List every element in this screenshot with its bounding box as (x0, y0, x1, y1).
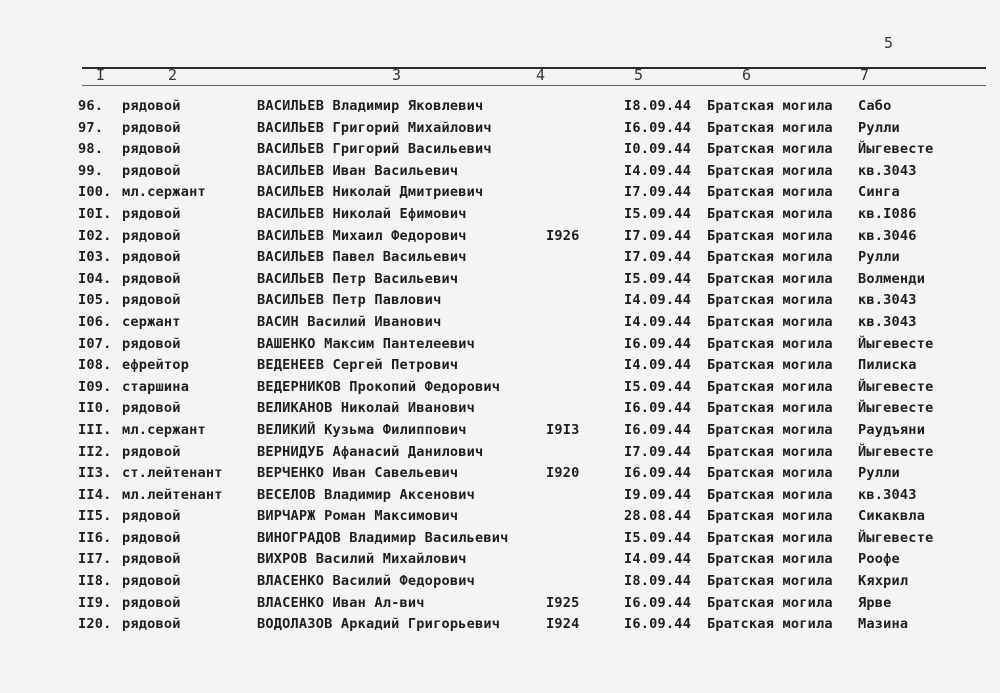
table-row (0, 571, 1000, 593)
record-place: Ярве (858, 594, 892, 611)
table-row (0, 96, 1000, 118)
record-name: ВЕДЕНЕЕВ Сергей Петрович (257, 357, 459, 374)
record-date: I5.09.44 (624, 378, 692, 395)
record-burial: Братская могила (707, 292, 833, 309)
record-date: I8.09.44 (624, 98, 692, 114)
record-number: II6. (78, 529, 112, 546)
record-number: I0I. (78, 205, 112, 222)
record-number: 96. (78, 98, 104, 114)
record-rank: ст.лейтенант (122, 465, 223, 482)
record-number: II3. (78, 465, 112, 482)
record-burial: Братская могила (707, 400, 833, 417)
table-row (0, 182, 1000, 204)
page-number: 5 (884, 34, 894, 52)
record-place: Йыгевесте (858, 529, 934, 546)
record-place: кв.3043 (858, 486, 917, 503)
record-date: I6.09.44 (624, 465, 692, 482)
record-date: I7.09.44 (624, 227, 692, 244)
record-place: Йыгевесте (858, 443, 934, 460)
record-name: ВАСИЛЬЕВ Михаил Федорович (257, 227, 467, 244)
record-number: II5. (78, 508, 112, 525)
record-rank: рядовой (122, 292, 181, 309)
record-rank: ефрейтор (122, 357, 190, 374)
record-rank: рядовой (122, 335, 181, 352)
record-number: II4. (78, 486, 112, 503)
record-burial: Братская могила (707, 465, 833, 482)
record-burial: Братская могила (707, 357, 833, 374)
record-place: кв.3043 (858, 162, 917, 179)
table-row (0, 420, 1000, 442)
table-row (0, 334, 1000, 356)
record-burial: Братская могила (707, 184, 833, 201)
table-row (0, 549, 1000, 571)
record-place: Синга (858, 184, 900, 201)
record-number: I06. (78, 313, 112, 330)
record-name: ВЛАСЕНКО Василий Федорович (257, 573, 475, 590)
record-name: ВЕРЧЕНКО Иван Савельевич (257, 465, 459, 482)
record-date: I7.09.44 (624, 184, 692, 201)
record-name: ВИРЧАРЖ Роман Максимович (257, 508, 459, 525)
record-name: ВАСИЛЬЕВ Петр Васильевич (257, 270, 459, 287)
column-header-6: 6 (742, 66, 752, 84)
record-date: I9.09.44 (624, 486, 692, 503)
record-date: I5.09.44 (624, 205, 692, 222)
record-date: I4.09.44 (624, 313, 692, 330)
record-place: Рулли (858, 465, 900, 482)
table-row (0, 204, 1000, 226)
record-place: Йыгевесте (858, 400, 934, 417)
record-date: I6.09.44 (624, 594, 692, 611)
record-birth-year: I920 (546, 465, 580, 482)
record-name: ВАСИН Василий Иванович (257, 313, 442, 330)
record-number: 99. (78, 162, 104, 179)
record-rank: рядовой (122, 551, 181, 568)
record-birth-year: I926 (546, 227, 580, 244)
record-rank: рядовой (122, 141, 181, 158)
record-rank: рядовой (122, 270, 181, 287)
record-number: I00. (78, 184, 112, 201)
record-number: II8. (78, 573, 112, 590)
record-name: ВОДОЛАЗОВ Аркадий Григорьевич (257, 616, 501, 633)
record-burial: Братская могила (707, 421, 833, 438)
record-date: I7.09.44 (624, 443, 692, 460)
record-number: 97. (78, 119, 104, 136)
record-name: ВЕДЕРНИКОВ Прокопий Федорович (257, 378, 501, 395)
table-row (0, 290, 1000, 312)
record-place: Пилиска (858, 357, 917, 374)
record-rank: мл.сержант (122, 421, 206, 438)
record-number: II9. (78, 594, 112, 611)
record-place: Йыгевесте (858, 378, 934, 395)
table-row (0, 485, 1000, 507)
record-rank: мл.лейтенант (122, 486, 223, 503)
record-rank: мл.сержант (122, 184, 206, 201)
table-row (0, 398, 1000, 420)
header-bottom-rule (82, 85, 986, 86)
record-burial: Братская могила (707, 313, 833, 330)
record-rank: рядовой (122, 98, 181, 114)
record-burial: Братская могила (707, 119, 833, 136)
record-name: ВЕЛИКАНОВ Николай Иванович (257, 400, 475, 417)
record-rank: рядовой (122, 529, 181, 546)
record-number: I04. (78, 270, 112, 287)
record-number: II7. (78, 551, 112, 568)
record-burial: Братская могила (707, 141, 833, 158)
column-header-5: 5 (634, 66, 644, 84)
record-rank: рядовой (122, 594, 181, 611)
record-place: Раудъяни (858, 421, 926, 438)
record-name: ВИХРОВ Василий Михайлович (257, 551, 467, 568)
column-header-7: 7 (860, 66, 870, 84)
record-rank: рядовой (122, 508, 181, 525)
record-rank: рядовой (122, 119, 181, 136)
record-number: I07. (78, 335, 112, 352)
record-name: ВАСИЛЬЕВ Николай Дмитриевич (257, 184, 484, 201)
record-burial: Братская могила (707, 205, 833, 222)
record-place: Роофе (858, 551, 900, 568)
record-birth-year: I924 (546, 616, 580, 633)
column-header-1: I (96, 66, 106, 84)
table-row (0, 247, 1000, 269)
table-row (0, 442, 1000, 464)
record-burial: Братская могила (707, 249, 833, 266)
record-date: I4.09.44 (624, 357, 692, 374)
record-name: ВЛАСЕНКО Иван Ал-вич (257, 594, 425, 611)
record-place: Йыгевесте (858, 141, 934, 158)
record-name: ВЕРНИДУБ Афанасий Данилович (257, 443, 484, 460)
record-date: I4.09.44 (624, 292, 692, 309)
record-date: I5.09.44 (624, 529, 692, 546)
record-burial: Братская могила (707, 270, 833, 287)
record-rank: старшина (122, 378, 190, 395)
record-date: I6.09.44 (624, 119, 692, 136)
record-place: Волменди (858, 270, 926, 287)
record-date: I8.09.44 (624, 573, 692, 590)
record-place: Рулли (858, 119, 900, 136)
column-header-3: 3 (392, 66, 402, 84)
record-date: I0.09.44 (624, 141, 692, 158)
record-name: ВЕЛИКИЙ Кузьма Филиппович (257, 421, 467, 438)
record-birth-year: I9I3 (546, 421, 580, 438)
record-place: кв.3043 (858, 292, 917, 309)
record-rank: рядовой (122, 443, 181, 460)
record-burial: Братская могила (707, 508, 833, 525)
record-burial: Братская могила (707, 378, 833, 395)
record-number: I03. (78, 249, 112, 266)
record-date: I5.09.44 (624, 270, 692, 287)
record-date: I7.09.44 (624, 249, 692, 266)
record-name: ВАСИЛЬЕВ Григорий Васильевич (257, 141, 492, 158)
table-row (0, 614, 1000, 636)
record-name: ВАСИЛЬЕВ Иван Васильевич (257, 162, 459, 179)
record-number: I05. (78, 292, 112, 309)
table-row (0, 377, 1000, 399)
record-rank: рядовой (122, 573, 181, 590)
record-rank: рядовой (122, 249, 181, 266)
record-birth-year: I925 (546, 594, 580, 611)
record-date: I6.09.44 (624, 400, 692, 417)
record-name: ВЕСЕЛОВ Владимир Аксенович (257, 486, 475, 503)
record-burial: Братская могила (707, 573, 833, 590)
column-header-2: 2 (168, 66, 178, 84)
record-rank: рядовой (122, 400, 181, 417)
record-burial: Братская могила (707, 616, 833, 633)
record-rank: рядовой (122, 162, 181, 179)
record-rank: сержант (122, 313, 181, 330)
record-date: I6.09.44 (624, 335, 692, 352)
record-name: ВАСИЛЬЕВ Павел Васильевич (257, 249, 467, 266)
table-row (0, 528, 1000, 550)
record-name: ВАШЕНКО Максим Пантелеевич (257, 335, 475, 352)
column-header-4: 4 (536, 66, 546, 84)
record-burial: Братская могила (707, 486, 833, 503)
table-row (0, 161, 1000, 183)
table-row (0, 312, 1000, 334)
record-burial: Братская могила (707, 551, 833, 568)
record-number: I20. (78, 616, 112, 633)
record-number: I08. (78, 357, 112, 374)
record-date: 28.08.44 (624, 508, 692, 525)
record-burial: Братская могила (707, 98, 833, 114)
record-place: кв.3046 (858, 227, 917, 244)
record-name: ВИНОГРАДОВ Владимир Васильевич (257, 529, 509, 546)
table-row (0, 355, 1000, 377)
table-row (0, 139, 1000, 161)
records-table (0, 96, 1000, 636)
table-row (0, 593, 1000, 615)
record-burial: Братская могила (707, 335, 833, 352)
table-row (0, 269, 1000, 291)
record-rank: рядовой (122, 205, 181, 222)
record-burial: Братская могила (707, 529, 833, 546)
record-number: I09. (78, 378, 112, 395)
record-place: кв.3043 (858, 313, 917, 330)
record-number: II0. (78, 400, 112, 417)
record-place: Мазина (858, 616, 909, 633)
record-number: 98. (78, 141, 104, 158)
record-burial: Братская могила (707, 162, 833, 179)
record-name: ВАСИЛЬЕВ Владимир Яковлевич (257, 98, 484, 114)
record-number: II2. (78, 443, 112, 460)
record-place: Сикаквла (858, 508, 926, 525)
record-date: I4.09.44 (624, 162, 692, 179)
record-date: I6.09.44 (624, 616, 692, 633)
record-number: III. (78, 421, 112, 438)
column-header-row (80, 66, 986, 86)
record-burial: Братская могила (707, 443, 833, 460)
table-row (0, 118, 1000, 140)
record-place: Йыгевесте (858, 335, 934, 352)
record-place: Рулли (858, 249, 900, 266)
record-burial: Братская могила (707, 594, 833, 611)
record-date: I4.09.44 (624, 551, 692, 568)
table-row (0, 463, 1000, 485)
table-row (0, 506, 1000, 528)
record-burial: Братская могила (707, 227, 833, 244)
table-row (0, 226, 1000, 248)
record-name: ВАСИЛЬЕВ Петр Павлович (257, 292, 442, 309)
record-name: ВАСИЛЬЕВ Николай Ефимович (257, 205, 467, 222)
record-rank: рядовой (122, 616, 181, 633)
record-place: Сабо (858, 98, 892, 114)
record-place: кв.I086 (858, 205, 917, 222)
record-date: I6.09.44 (624, 421, 692, 438)
record-name: ВАСИЛЬЕВ Григорий Михайлович (257, 119, 492, 136)
record-place: Кяхрил (858, 573, 909, 590)
record-number: I02. (78, 227, 112, 244)
record-rank: рядовой (122, 227, 181, 244)
